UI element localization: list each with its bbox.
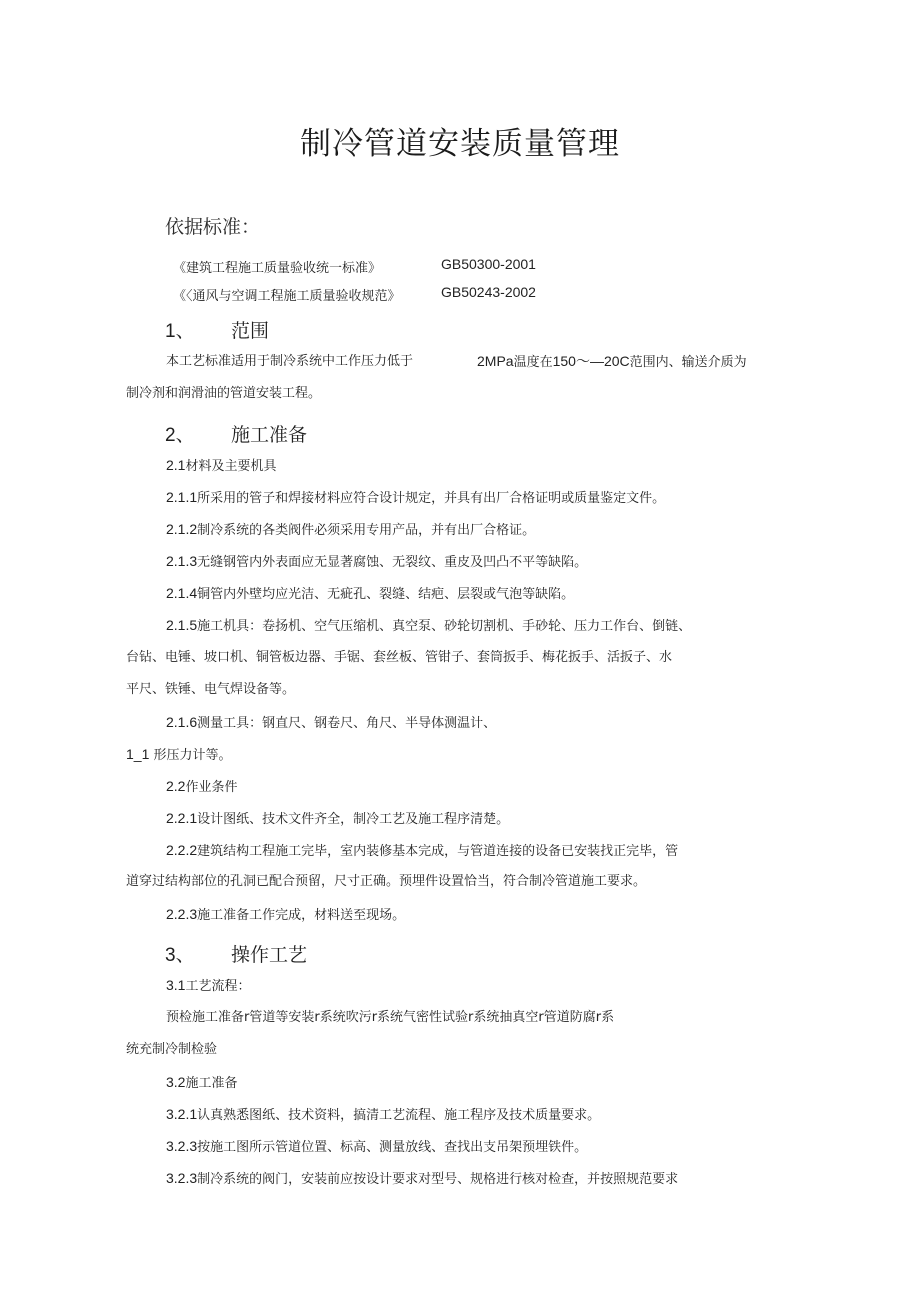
- standard-code-1: GB50300-2001: [441, 256, 536, 272]
- standard-name-1: 《建筑工程施工质量验收统一标准》: [173, 261, 382, 276]
- clause-3-2-3-a: 3.2.3按施工图所示管道位置、标高、测量放线、查找出支吊架预埋铁件。: [166, 1138, 588, 1155]
- clause-2-2-2: 2.2.2建筑结构工程施工完毕，室内装修基本完成，与管道连接的设备已安装找正完毕，管: [166, 842, 679, 859]
- section-1-number: 1、: [165, 321, 195, 342]
- section-3-number: 3、: [165, 945, 195, 966]
- clause-3-2: 3.2施工准备: [166, 1074, 238, 1091]
- section-2-number: 2、: [165, 425, 195, 446]
- clause-2-1: 2.1材料及主要机具: [166, 457, 277, 474]
- scope-line2: 制冷剂和润滑油的管道安装工程。: [126, 386, 322, 401]
- section-3-title: 操作工艺: [231, 944, 308, 966]
- clause-2-1-6: 2.1.6测量工具：钢直尺、钢卷尺、角尺、半导体测温计、: [166, 714, 497, 731]
- page-title: 制冷管道安装质量管理: [300, 126, 620, 162]
- section-1-title: 范围: [231, 320, 270, 342]
- scope-line1-values: [477, 353, 747, 371]
- scope-line1-a: 本工艺标准适用于制冷系统中工作压力低于: [166, 354, 414, 369]
- clause-2-1-4: 2.1.4铜管内外壁均应光洁、无疵孔、裂缝、结疤、层裂或气泡等缺陷。: [166, 585, 575, 602]
- basis-heading: 依据标准：: [165, 216, 261, 238]
- clause-3-1: 3.1工艺流程：: [166, 977, 251, 994]
- process-flow-line2: 统充制冷制检验: [126, 1042, 218, 1057]
- standard-name-2: 《〈通风与空调工程施工质量验收规范》: [173, 289, 401, 304]
- clause-2-1-5: 2.1.5施工机具：卷扬机、空气压缩机、真空泵、砂轮切割机、手砂轮、压力工作台、倒链、: [166, 617, 692, 634]
- scope-line1-c: 范围内、输送介质为: [629, 355, 747, 370]
- standard-code-2: GB50243-2002: [441, 284, 536, 300]
- clause-2-1-2: 2.1.2制冷系统的各类阀件必须采用专用产品，并有出厂合格证。: [166, 521, 536, 538]
- scope-line1-b: 温度在: [513, 355, 553, 370]
- clause-2-1-1: 2.1.1所采用的管子和焊接材料应符合设计规定，并具有出厂合格证明或质量鉴定文件。: [166, 489, 666, 506]
- clause-2-1-5-line2: 台钻、电锤、坡口机、铜管板边器、手锯、套丝板、管钳子、套筒扳手、梅花扳手、活扳子、水: [126, 650, 673, 665]
- clause-2-1-3: 2.1.3无缝钢管内外表面应无显著腐蚀、无裂纹、重皮及凹凸不平等缺陷。: [166, 553, 588, 570]
- process-flow-line1: 预检施工准备r管道等安装r系统吹污r系统气密性试验r系统抽真空r管道防腐r系: [166, 1010, 615, 1025]
- section-2-title: 施工准备: [231, 424, 308, 446]
- clause-2-2-2-line2: 道穿过结构部位的孔洞已配合预留，尺寸正确。预埋件设置恰当，符合制冷管道施工要求。: [126, 874, 647, 889]
- clause-2-1-6-line2: 1_1 形压力计等。: [126, 746, 232, 763]
- clause-2-1-5-line3: 平尺、铁锤、电气焊设备等。: [126, 682, 296, 697]
- clause-3-2-3-b: 3.2.3制冷系统的阀门，安装前应按设计要求对型号、规格进行核对检查，并按照规范要求: [166, 1170, 679, 1187]
- clause-2-2-3: 2.2.3施工准备工作完成，材料送至现场。: [166, 906, 406, 923]
- temperature-range: 150〜—20C: [552, 353, 630, 369]
- clause-2-2: 2.2作业条件: [166, 778, 238, 795]
- clause-2-2-1: 2.2.1设计图纸、技术文件齐全，制冷工艺及施工程序清楚。: [166, 810, 510, 827]
- pressure-value: 2MPa: [477, 353, 514, 369]
- clause-3-2-1: 3.2.1认真熟悉图纸、技术资料，搞清工艺流程、施工程序及技术质量要求。: [166, 1106, 601, 1123]
